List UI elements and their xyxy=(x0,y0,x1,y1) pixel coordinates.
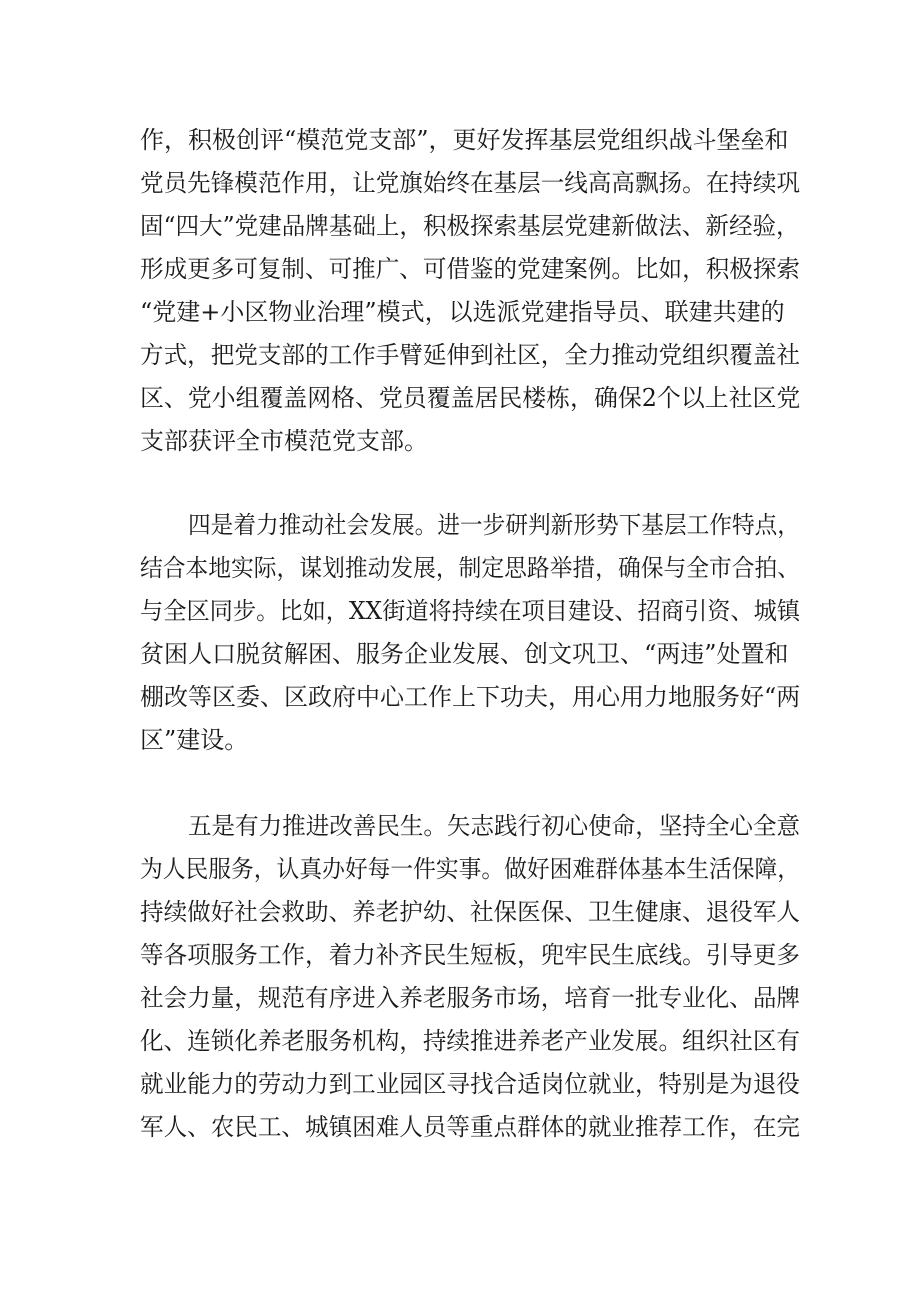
paragraph-1-line-4: 形成更多可复制、可推广、可借鉴的党建案例。比如，积极探索 xyxy=(140,255,800,283)
paragraph-3-line-3: 持续做好社会救助、养老护幼、社保医保、卫生健康、退役军人 xyxy=(140,898,800,926)
paragraph-1-line-6: 方式，把党支部的工作手臂延伸到社区，全力推动党组织覆盖社 xyxy=(140,341,800,369)
paragraph-1-line-5: “党建+小区物业治理”模式，以选派党建指导员、联建共建的 xyxy=(140,298,785,326)
paragraph-1-line-8: 支部获评全市模范党支部。 xyxy=(140,427,428,455)
paragraph-3-line-7: 就业能力的劳动力到工业园区寻找合适岗位就业，特别是为退役 xyxy=(140,1070,800,1098)
paragraph-2-line-4: 贫困人口脱贫解困、服务企业发展、创文巩卫、“两违”处置和 xyxy=(140,640,789,668)
paragraph-3-line-1: 五是有力推进改善民生。矢志践行初心使命，坚持全心全意 xyxy=(188,812,801,840)
paragraph-2-line-2: 结合本地实际，谋划推动发展，制定思路举措，确保与全市合拍、 xyxy=(140,554,801,582)
paragraph-2-line-5: 棚改等区委、区政府中心工作上下功夫，用心用力地服务好“两 xyxy=(140,683,801,711)
paragraph-3-line-2: 为人民服务，认真办好每一件实事。做好困难群体基本生活保障， xyxy=(140,855,801,883)
paragraph-1-line-1: 作，积极创评“模范党支部”，更好发挥基层党组织战斗堡垒和 xyxy=(140,126,789,154)
paragraph-2-line-1: 四是着力推动社会发展。进一步研判新形势下基层工作特点， xyxy=(188,511,800,539)
paragraph-1-line-7: 区、党小组覆盖网格、党员覆盖居民楼栋，确保2个以上社区党 xyxy=(140,384,801,412)
paragraph-1-line-3: 固“四大”党建品牌基础上，积极探索基层党建新做法、新经验， xyxy=(140,212,800,240)
paragraph-3-line-6: 化、连锁化养老服务机构，持续推进养老产业发展。组织社区有 xyxy=(140,1027,800,1055)
paragraph-1-line-2: 党员先锋模范作用，让党旗始终在基层一线高高飘扬。在持续巩 xyxy=(140,169,800,197)
paragraph-3-line-5: 社会力量，规范有序进入养老服务市场，培育一批专业化、品牌 xyxy=(140,984,800,1012)
paragraph-2-line-6: 区”建设。 xyxy=(140,726,249,754)
paragraph-3-line-4: 等各项服务工作，着力补齐民生短板，兜牢民生底线。引导更多 xyxy=(140,941,800,969)
paragraph-2-line-3: 与全区同步。比如，XX街道将持续在项目建设、招商引资、城镇 xyxy=(140,597,801,625)
paragraph-3-line-8: 军人、农民工、城镇困难人员等重点群体的就业推荐工作，在完 xyxy=(140,1113,800,1141)
